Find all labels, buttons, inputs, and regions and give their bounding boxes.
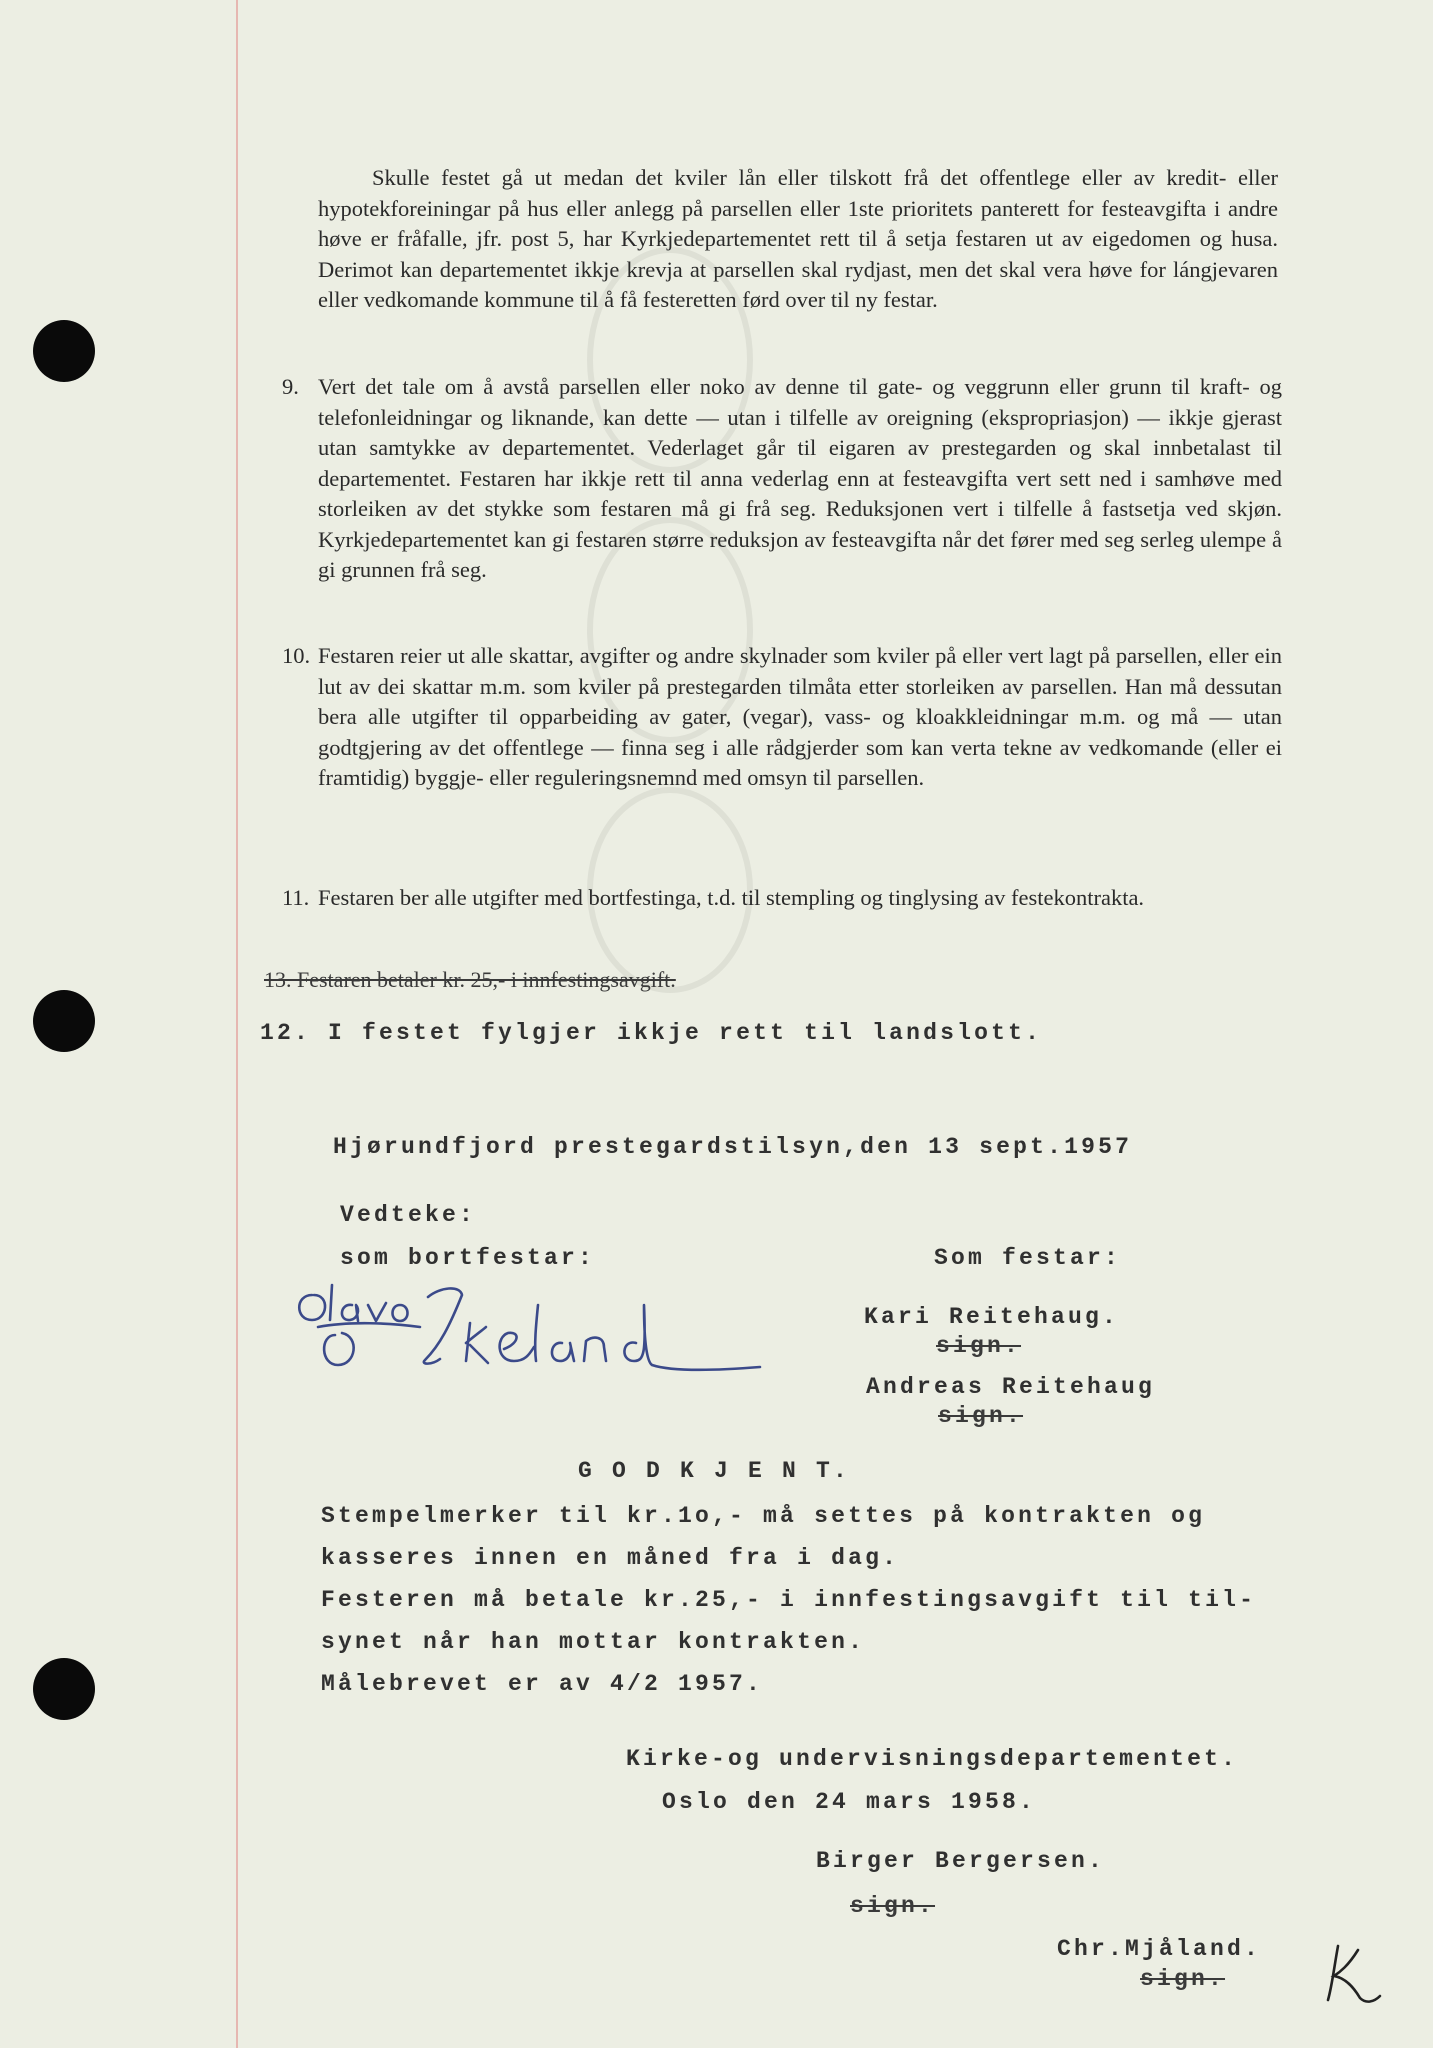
festar-1-sign: sign. [936, 1333, 1022, 1359]
margin-rule [236, 0, 238, 2048]
godkjent-heading: G O D K J E N T. [578, 1458, 851, 1484]
place-and-date: Hjørundfjord prestegardstilsyn,den 13 sept.1957 [333, 1134, 1133, 1160]
clause-number: 10. [282, 643, 311, 668]
punch-hole [33, 990, 95, 1052]
handwritten-initial-mark [1318, 1938, 1388, 2008]
approval-line: Målebrevet er av 4/2 1957. [321, 1671, 764, 1697]
paragraph-8-continuation: Skulle festet gå ut medan det kviler lån eller tilskott frå det offentlege eller av kredit- eller hypotekforeiningar på hus eller anlegg på parsellen eller 1ste prioritets panterett for festeavgifta i andre høve er fråfalle, jfr. post 5, har Kyrkjedepartementet rett til å setja festaren ut av eigedomen og husa. Derimot kan departementet ikkje krevja at parsellen skal rydjast, men det skal vera høve for lángjevaren eller vedkomande kommune til å få festeretten førd over til ny festar. [318, 165, 1278, 312]
festar-2-sign: sign. [938, 1403, 1024, 1429]
official-2-sign: sign. [1140, 1966, 1226, 1992]
approval-line: Festeren må betale kr.25,- i innfestingsavgift til til- [321, 1587, 1257, 1613]
clause-10 [282, 641, 1282, 794]
clause-12: 12. I festet fylgjer ikkje rett til landslott. [260, 1020, 1043, 1046]
clause-9 [282, 372, 1282, 586]
punch-hole [33, 1658, 95, 1720]
approval-line: Stempelmerker til kr.1o,- må settes på kontrakten og [321, 1503, 1206, 1529]
punch-hole [33, 320, 95, 382]
vedteke-label: Vedteke: [340, 1202, 477, 1228]
handwritten-signature-olav-ikeland [290, 1265, 770, 1375]
clause-text: Festaren reier ut alle skattar, avgifter og andre skylnader som kviler på eller vert lagt på parsellen, eller ein lut av dei skattar m.m. som kviler på prestegarden tilmåta etter storleiken av parsellen. Han må dessutan bera alle utgifter til opparbeiding av gater, (vegar), vass- og kloakkleidningar m.m. og må — utan godtgjering av det offentlege — finna seg i alle rådgjerder som kan verta tekne av vedkomande (eller ei framtidig) byggje- eller reguleringsnemnd med omsyn til parsellen. [318, 643, 1282, 790]
festar-1-name: Kari Reitehaug. [864, 1304, 1120, 1330]
oslo-date: Oslo den 24 mars 1958. [662, 1789, 1037, 1815]
approval-line: kasseres innen en måned fra i dag. [321, 1545, 900, 1571]
approval-line: synet når han mottar kontrakten. [321, 1629, 866, 1655]
ministry-name: Kirke-og undervisningsdepartementet. [626, 1746, 1239, 1772]
clause-number: 11. [282, 885, 310, 910]
official-1-name: Birger Bergersen. [816, 1848, 1106, 1874]
clause-11 [282, 883, 1282, 914]
festar-2-name: Andreas Reitehaug [866, 1374, 1156, 1400]
clause-number: 9. [282, 374, 299, 399]
struck-clause-13: 13. Festaren betaler kr. 25,- i innfestingsavgift. [264, 967, 676, 992]
clause-text: Festaren ber alle utgifter med bortfestinga, t.d. til stempling og tinglysing av festekontrakta. [318, 885, 1145, 910]
official-2-name: Chr.Mjåland. [1057, 1936, 1262, 1962]
official-1-sign: sign. [850, 1893, 936, 1919]
bortfestar-label: som bortfestar: [340, 1245, 596, 1271]
clause-text: Vert det tale om å avstå parsellen eller noko av denne til gate- og veggrunn eller grunn til kraft- og telefonleidningar og liknande, kan dette — utan i tilfelle av oreigning (ekspropriasjon) — ikkje gjerast utan samtykke av departementet. Vederlaget går til eigaren av prestegarden og skal innbetalast til departementet. Festaren har ikkje rett til anna vederlag enn at festeavgifta vert sett ned i samhøve med storleiken av det stykke som festaren må gi frå seg. Reduksjonen vert i tilfelle å fastsetja ved skjøn. Kyrkjedepartementet kan gi festaren større reduksjon av festeavgifta når det fører med seg serleg ulempe å gi grunnen frå seg. [318, 374, 1282, 582]
festar-label: Som festar: [934, 1245, 1122, 1271]
